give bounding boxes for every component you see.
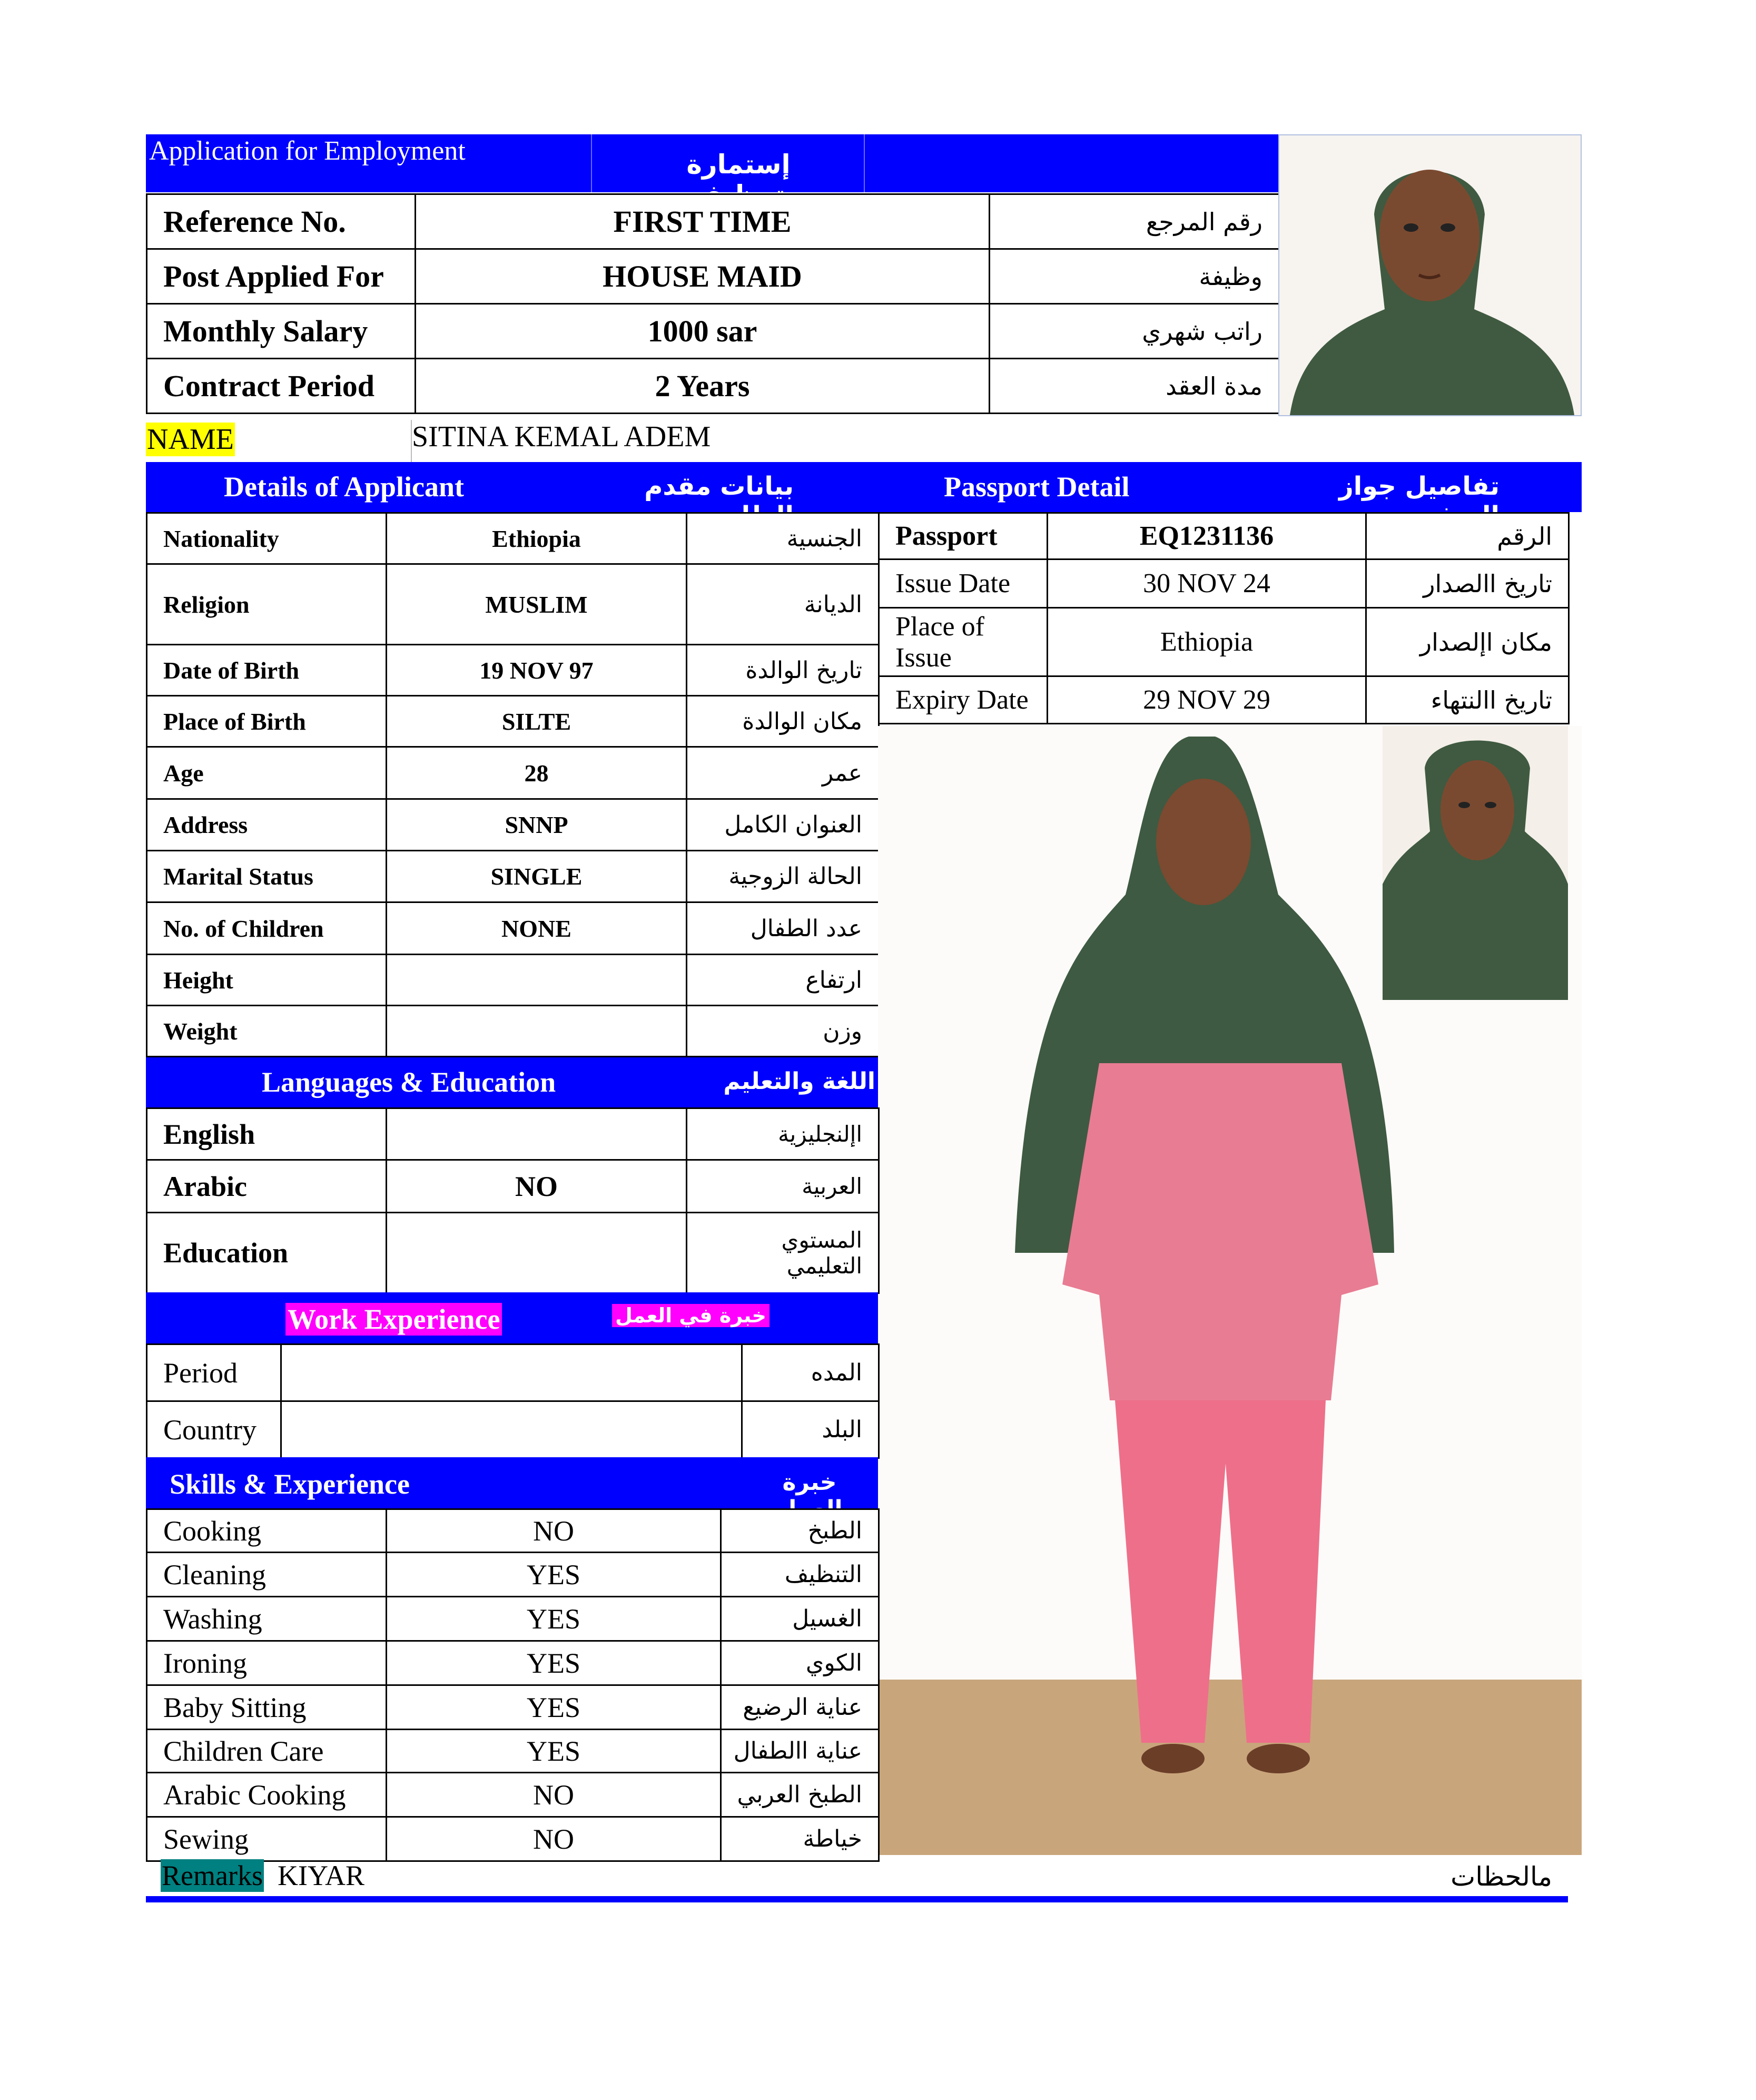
applicant-row (147, 799, 879, 851)
languages-arabic-label: المستوي التعليمي (687, 1213, 879, 1293)
applicant-label: Date of Birth (147, 645, 387, 696)
top-info-row (147, 194, 1279, 249)
name-value: SITINA KEMAL ADEM (412, 420, 711, 453)
languages-arabic-label: العربية (687, 1160, 879, 1213)
applicant-row (147, 902, 879, 955)
skill-row (147, 1685, 879, 1730)
top-info-label: Contract Period (147, 359, 416, 414)
applicant-value: 28 (387, 747, 687, 799)
skill-value: YES (387, 1730, 721, 1773)
passport-label: Passport (879, 513, 1048, 560)
skills-header (146, 1457, 878, 1523)
applicant-value (387, 1006, 687, 1057)
remarks-label: Remarks (162, 1860, 263, 1891)
skill-label: Ironing (147, 1641, 387, 1685)
work-table (146, 1343, 880, 1459)
skill-value: NO (387, 1817, 721, 1861)
skill-arabic-label: عناية الرضيع (721, 1685, 879, 1730)
passport-row (879, 608, 1569, 676)
skill-value: YES (387, 1685, 721, 1730)
title-ar: إستمارة توظيف (686, 149, 791, 210)
skill-value: YES (387, 1597, 721, 1641)
passport-header (878, 462, 1582, 531)
work-row (147, 1345, 879, 1401)
passport-arabic-label: مكان اإلصدار (1366, 608, 1569, 676)
passport-title-en: Passport Detail (944, 471, 1130, 503)
passport-label: Place of Issue (879, 608, 1048, 676)
languages-label: Arabic (147, 1160, 387, 1213)
work-value (281, 1345, 742, 1401)
applicant-arabic-label: عمر (687, 747, 879, 799)
work-title-en: Work Experience (285, 1303, 502, 1336)
applicant-label: Place of Birth (147, 696, 387, 747)
top-info-label: Reference No. (147, 194, 416, 249)
applicant-value: Ethiopia (387, 513, 687, 564)
skill-row (147, 1641, 879, 1685)
passport-value: Ethiopia (1048, 608, 1366, 676)
work-label: Country (147, 1401, 281, 1458)
remarks-value: KIYAR (278, 1860, 365, 1891)
languages-value (387, 1108, 687, 1160)
languages-value: NO (387, 1160, 687, 1213)
applicant-arabic-label: ارتفاع (687, 955, 879, 1006)
skills-title-en: Skills & Experience (170, 1468, 410, 1500)
applicant-label: Weight (147, 1006, 387, 1057)
applicant-row (147, 851, 879, 902)
skill-row (147, 1597, 879, 1641)
top-info-label: Post Applied For (147, 249, 416, 304)
languages-value (387, 1213, 687, 1293)
work-label: Period (147, 1345, 281, 1401)
languages-title-en: Languages & Education (262, 1066, 556, 1098)
applicant-header (146, 462, 878, 531)
skill-value: NO (387, 1773, 721, 1817)
top-info-arabic-label: مدة العقد (990, 359, 1279, 414)
passport-title-ar: تفاصيل جواز السفر (1339, 472, 1499, 531)
skills-title-ar: خبرة العمل (776, 1469, 843, 1523)
skill-row (147, 1773, 879, 1817)
applicant-row (147, 564, 879, 645)
applicant-title-en: Details of Applicant (224, 471, 465, 503)
languages-header (146, 1057, 878, 1107)
title-en: Application for Employment (149, 136, 466, 166)
top-info-label: Monthly Salary (147, 304, 416, 359)
languages-row (147, 1160, 879, 1213)
applicant-row (147, 645, 879, 696)
passport-value: 29 NOV 29 (1048, 676, 1366, 724)
applicant-title-ar: بيانات مقدم الطلب (644, 472, 794, 531)
skill-arabic-label: الطبخ (721, 1509, 879, 1553)
top-info-value: HOUSE MAID (416, 249, 990, 304)
skill-label: Children Care (147, 1730, 387, 1773)
languages-title-ar: اللغة والتعليم (723, 1068, 875, 1095)
skill-row (147, 1730, 879, 1773)
applicant-row (147, 513, 879, 564)
passport-arabic-label: تاريخ االصدار (1366, 560, 1569, 608)
top-info-row (147, 359, 1279, 414)
languages-row (147, 1108, 879, 1160)
skill-arabic-label: التنظيف (721, 1553, 879, 1597)
applicant-label: Address (147, 799, 387, 851)
name-row (146, 420, 878, 462)
skill-label: Baby Sitting (147, 1685, 387, 1730)
skill-value: NO (387, 1509, 721, 1553)
applicant-arabic-label: تاريخ الوالدة (687, 645, 879, 696)
skill-label: Cooking (147, 1509, 387, 1553)
work-arabic-label: المده (742, 1345, 879, 1401)
portrait-photo (1278, 134, 1582, 416)
applicant-label: No. of Children (147, 902, 387, 955)
small-portrait-photo (1383, 726, 1568, 1000)
skill-arabic-label: الطبخ العربي (721, 1773, 879, 1817)
passport-label: Issue Date (879, 560, 1048, 608)
applicant-arabic-label: وزن (687, 1006, 879, 1057)
remarks-row (146, 1855, 1568, 1902)
skill-arabic-label: الكوي (721, 1641, 879, 1685)
header-bar (146, 134, 1278, 210)
passport-row (879, 513, 1569, 560)
top-info-value: 2 Years (416, 359, 990, 414)
applicant-row (147, 696, 879, 747)
skill-label: Sewing (147, 1817, 387, 1861)
applicant-value: SNNP (387, 799, 687, 851)
applicant-arabic-label: الحالة الزوجية (687, 851, 879, 902)
passport-row (879, 676, 1569, 724)
passport-value: 30 NOV 24 (1048, 560, 1366, 608)
applicant-value: SINGLE (387, 851, 687, 902)
applicant-value: SILTE (387, 696, 687, 747)
top-info-value: FIRST TIME (416, 194, 990, 249)
languages-label: Education (147, 1213, 387, 1293)
applicant-value: MUSLIM (387, 564, 687, 645)
applicant-label: Height (147, 955, 387, 1006)
applicant-arabic-label: مكان الوالدة (687, 696, 879, 747)
applicant-arabic-label: العنوان الكامل (687, 799, 879, 851)
skill-label: Washing (147, 1597, 387, 1641)
applicant-row (147, 747, 879, 799)
work-arabic-label: البلد (742, 1401, 879, 1458)
applicant-label: Age (147, 747, 387, 799)
top-info-row (147, 249, 1279, 304)
skill-label: Arabic Cooking (147, 1773, 387, 1817)
applicant-arabic-label: عدد الطفال (687, 902, 879, 955)
passport-arabic-label: الرقم (1366, 513, 1569, 560)
skill-arabic-label: الغسيل (721, 1597, 879, 1641)
skill-value: YES (387, 1641, 721, 1685)
top-info-arabic-label: وظيفة (990, 249, 1279, 304)
skill-label: Cleaning (147, 1553, 387, 1597)
applicant-row (147, 1006, 879, 1057)
top-info-arabic-label: رقم المرجع (990, 194, 1279, 249)
work-title-ar: خبرة في العمل (612, 1304, 770, 1327)
applicant-label: Religion (147, 564, 387, 645)
work-row (147, 1401, 879, 1458)
passport-label: Expiry Date (879, 676, 1048, 724)
applicant-value: NONE (387, 902, 687, 955)
languages-label: English (147, 1108, 387, 1160)
name-divider (411, 420, 412, 462)
skill-arabic-label: عناية االطفال (721, 1730, 879, 1773)
skill-row (147, 1509, 879, 1553)
applicant-arabic-label: الجنسية (687, 513, 879, 564)
skill-row (147, 1553, 879, 1597)
top-info-table (146, 193, 1280, 414)
passport-value: EQ1231136 (1048, 513, 1366, 560)
passport-row (879, 560, 1569, 608)
name-label: NAME (147, 423, 234, 456)
skill-row (147, 1817, 879, 1861)
work-header (146, 1292, 878, 1343)
top-info-value: 1000 sar (416, 304, 990, 359)
top-info-row (147, 304, 1279, 359)
languages-row (147, 1213, 879, 1293)
applicant-table (146, 512, 880, 1057)
passport-table (878, 512, 1570, 724)
skill-arabic-label: خياطة (721, 1817, 879, 1861)
applicant-value: 19 NOV 97 (387, 645, 687, 696)
skills-table (146, 1508, 880, 1862)
languages-arabic-label: اإلنجليزية (687, 1108, 879, 1160)
passport-arabic-label: تاريخ االنتهاء (1366, 676, 1569, 724)
skill-value: YES (387, 1553, 721, 1597)
languages-table (146, 1107, 880, 1294)
work-value (281, 1401, 742, 1458)
applicant-value (387, 955, 687, 1006)
applicant-label: Marital Status (147, 851, 387, 902)
applicant-row (147, 955, 879, 1006)
applicant-label: Nationality (147, 513, 387, 564)
remarks-ar: مالحظات (1451, 1861, 1552, 1892)
top-info-arabic-label: راتب شهري (990, 304, 1279, 359)
applicant-arabic-label: الديانة (687, 564, 879, 645)
